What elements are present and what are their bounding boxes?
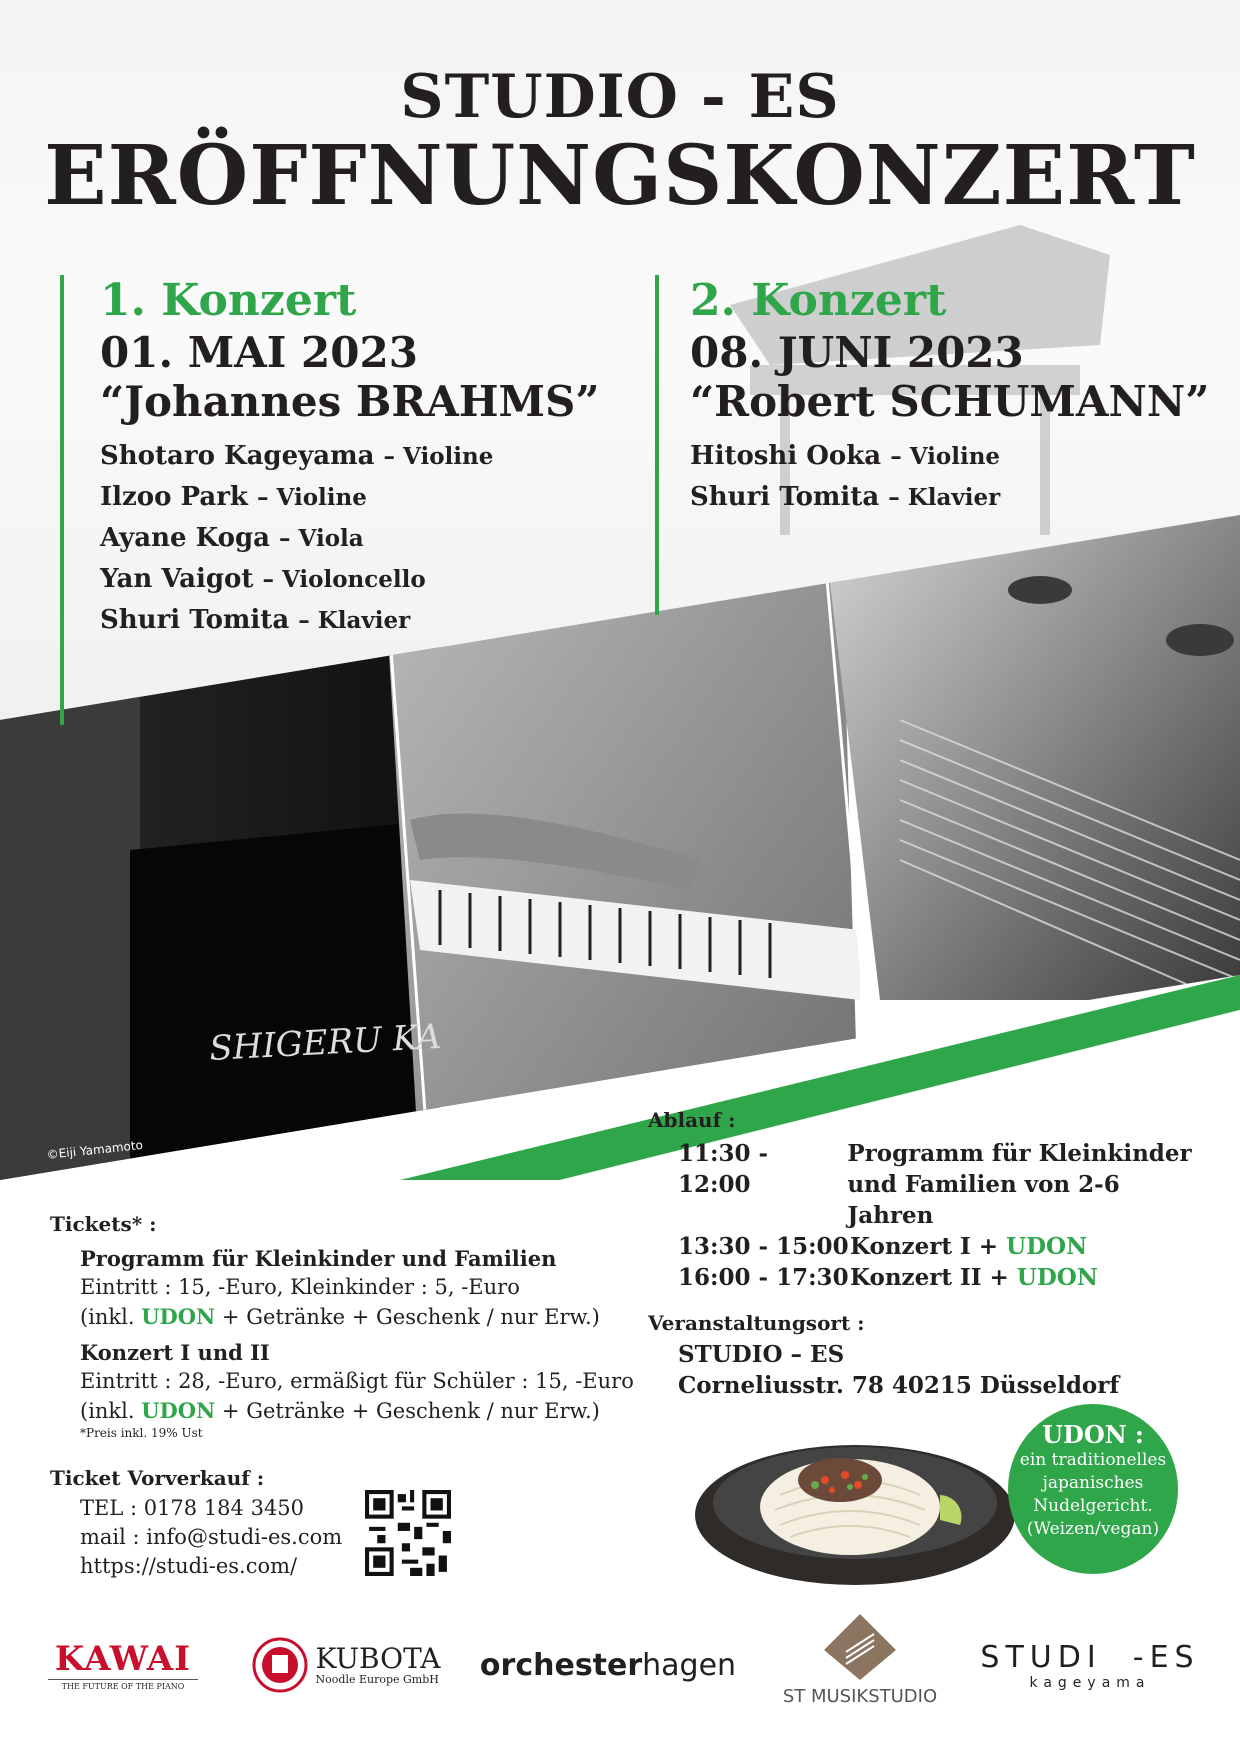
schedule-text: Konzert II + <box>850 1264 1017 1291</box>
photo-credit: ©Eiji Yamamoto <box>46 1137 144 1162</box>
performer-name: Shuri Tomita <box>690 482 880 512</box>
udon-bowl-image <box>690 1425 1020 1595</box>
title-studio-es: STUDIO - ES <box>400 62 840 132</box>
performer-instrument: – Violoncello <box>262 566 426 593</box>
concert1-column <box>100 275 660 641</box>
performer-instrument: – Violine <box>383 443 494 470</box>
concert2-date: 08. JUNI 2023 <box>690 328 1024 377</box>
studio-es-logo: STUDI -ES kageyama <box>980 1639 1200 1691</box>
performer-instrument: – Klavier <box>298 607 411 634</box>
performer-name: Yan Vaigot <box>100 564 254 594</box>
orchester-hagen-logo: orchester hagen <box>479 1647 737 1683</box>
performer-name: Ilzoo Park <box>100 482 248 512</box>
schedule-row <box>678 1262 1208 1293</box>
concert-tickets-heading: Konzert I und II <box>80 1340 270 1365</box>
udon-info-badge <box>1008 1404 1178 1574</box>
venue-name: STUDIO – ES <box>678 1341 845 1368</box>
performer-name: Hitoshi Ooka <box>690 441 882 471</box>
schedule-section <box>648 1108 1208 1401</box>
performer-name: Ayane Koga <box>100 523 270 553</box>
tickets-section <box>50 1212 650 1581</box>
concert2-heading: 2. Konzert <box>690 275 947 326</box>
udon-highlight: UDON <box>1006 1233 1088 1260</box>
family-program-price: Eintritt : 15, -Euro, Kleinkinder : 5, -Euro <box>80 1275 520 1299</box>
concert-tickets-inclusions: (inkl. UDON + Getränke + Geschenk / nur Erw.) <box>80 1398 600 1423</box>
udon-info-line: Nudelgericht. <box>1033 1496 1153 1516</box>
concert2-column <box>690 275 1230 518</box>
concert2-accent-line <box>655 275 659 615</box>
performer-row <box>100 436 660 477</box>
udon-info-line: ein traditionelles <box>1019 1450 1167 1470</box>
schedule-row <box>678 1138 1208 1231</box>
schedule-text: Konzert I + <box>850 1233 1007 1260</box>
presale-phone[interactable]: TEL : 0178 184 3450 <box>80 1496 305 1520</box>
family-program-heading: Programm für Kleinkinder und Familien <box>80 1246 557 1271</box>
schedule-time: 11:30 - 12:00 <box>678 1140 769 1198</box>
schedule-time: 16:00 - 17:30 <box>678 1264 849 1291</box>
piano-brand-left: SHIGERU KA <box>208 1016 443 1069</box>
udon-highlight: UDON <box>1016 1264 1098 1291</box>
performer-row <box>100 477 660 518</box>
concert1-program: “Johannes BRAHMS” <box>100 377 600 426</box>
tickets-label: Tickets* : <box>50 1212 157 1236</box>
venue-label: Veranstaltungsort : <box>648 1311 865 1335</box>
performer-row <box>100 600 660 641</box>
udon-highlight: UDON <box>141 1398 216 1423</box>
performer-name: Shotaro Kageyama <box>100 441 375 471</box>
concert2-program: “Robert SCHUMANN” <box>690 377 1210 426</box>
udon-highlight: UDON <box>141 1304 216 1329</box>
udon-info-heading: UDON : <box>1042 1420 1144 1449</box>
schedule-row <box>678 1231 1208 1262</box>
schedule-text-line2: und Familien von 2-6 Jahren <box>847 1171 1120 1229</box>
schedule-label: Ablauf : <box>648 1108 736 1132</box>
performer-instrument: – Violine <box>257 484 367 511</box>
title-eroeffnungskonzert: ERÖFFNUNGSKONZERT <box>44 128 1196 224</box>
performer-instrument: – Klavier <box>888 484 1001 511</box>
performer-name: Shuri Tomita <box>100 605 290 635</box>
st-musikstudio-logo: ST MUSIKSTUDIO <box>770 1612 950 1707</box>
performer-row <box>100 518 660 559</box>
family-program-inclusions: (inkl. UDON + Getränke + Geschenk / nur Erw.) <box>80 1304 600 1329</box>
st-musikstudio-emblem-icon <box>822 1612 898 1682</box>
concert1-heading: 1. Konzert <box>100 275 357 326</box>
concert1-performers <box>100 436 660 641</box>
presale-email[interactable]: mail : info@studi-es.com <box>80 1525 343 1549</box>
udon-info-line: japanisches <box>1042 1473 1144 1493</box>
performer-row <box>690 436 1230 477</box>
qr-code[interactable] <box>365 1490 451 1576</box>
concert1-accent-line <box>60 275 64 725</box>
price-footnote: *Preis inkl. 19% Ust <box>80 1426 203 1440</box>
kubota-emblem-icon <box>252 1637 308 1693</box>
presale-website[interactable]: https://studi-es.com/ <box>80 1554 298 1578</box>
schedule-time: 13:30 - 15:00 <box>678 1233 849 1260</box>
concert1-date: 01. MAI 2023 <box>100 328 418 377</box>
performer-instrument: – Viola <box>279 525 364 552</box>
udon-info-line: (Weizen/vegan) <box>1026 1519 1160 1539</box>
concert2-performers <box>690 436 1230 518</box>
presale-label: Ticket Vorverkauf : <box>50 1466 265 1490</box>
performer-row <box>690 477 1230 518</box>
venue-address: Corneliusstr. 78 40215 Düsseldorf <box>678 1372 1120 1399</box>
schedule-text: Programm für Kleinkinder <box>847 1140 1192 1167</box>
kawai-logo: KAWAI THE FUTURE OF THE PIANO <box>48 1630 198 1700</box>
concert-tickets-price: Eintritt : 28, -Euro, ermäßigt für Schüler : 15, -Euro <box>80 1369 634 1393</box>
kubota-logo: KUBOTA Noodle Europe GmbH <box>246 1630 446 1700</box>
performer-instrument: – Violine <box>890 443 1001 470</box>
performer-row <box>100 559 660 600</box>
